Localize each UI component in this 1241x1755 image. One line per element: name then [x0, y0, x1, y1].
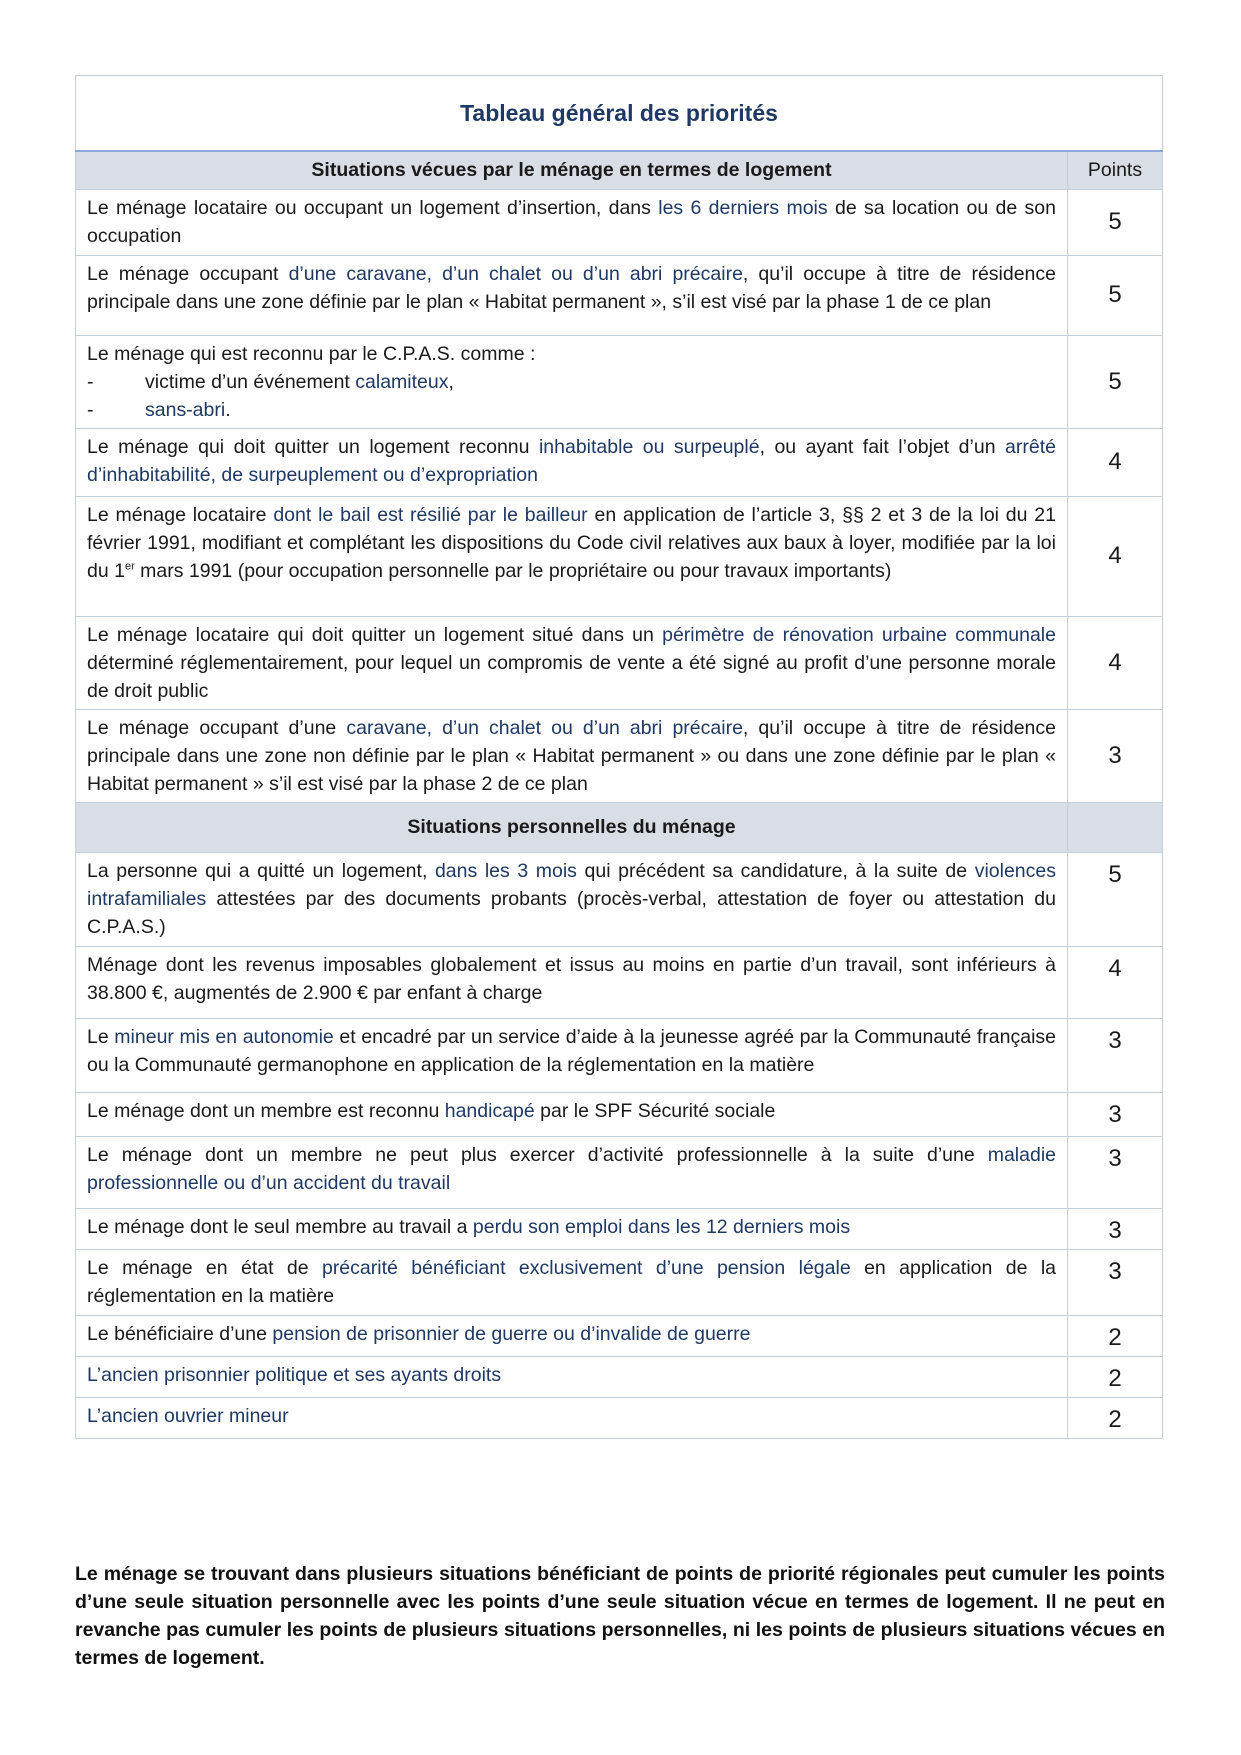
- situation-text: Le ménage qui est reconnu par le C.P.A.S. comme : - victime d’un événement calamiteux, - sans-abri.: [76, 335, 1068, 428]
- points-value: 5: [1068, 852, 1163, 946]
- points-value: 5: [1068, 255, 1163, 335]
- table-row: [76, 335, 1163, 428]
- situation-text: Le mineur mis en autonomie et encadré par un service d’aide à la jeunesse agréé par la Communauté française ou la Communauté germanophone en application de la réglementation en la matière: [76, 1018, 1068, 1092]
- situation-text: Le ménage locataire ou occupant un logement d’insertion, dans les 6 derniers mois de sa location ou de son occupation: [76, 189, 1068, 255]
- points-value: 3: [1068, 1249, 1163, 1315]
- table-title-row: [76, 76, 1163, 152]
- situation-text: Le ménage dont un membre ne peut plus exercer d’activité professionnelle à la suite d’une maladie professionnelle ou d’un accident du travail: [76, 1136, 1068, 1208]
- table-row: [76, 496, 1163, 616]
- situation-text: Le ménage occupant d’une caravane, d’un chalet ou d’un abri précaire, qu’il occupe à titre de résidence principale dans une zone non définie par le plan « Habitat permanent » ou dans une zone définie par le plan « Habitat permanent » s’il est visé par la phase 2 de ce plan: [76, 709, 1068, 802]
- points-value: 3: [1068, 1018, 1163, 1092]
- points-value: 3: [1068, 1208, 1163, 1249]
- points-value: 4: [1068, 496, 1163, 616]
- situation-text: Le ménage occupant d’une caravane, d’un chalet ou d’un abri précaire, qu’il occupe à titre de résidence principale dans une zone définie par le plan « Habitat permanent », s’il est visé par la phase 1 de ce plan: [76, 255, 1068, 335]
- table-row: [76, 1018, 1163, 1092]
- situation-text: Le bénéficiaire d’une pension de prisonnier de guerre ou d’invalide de guerre: [76, 1315, 1068, 1356]
- situation-text: Le ménage en état de précarité bénéficiant exclusivement d’une pension légale en application de la réglementation en la matière: [76, 1249, 1068, 1315]
- table-row: [76, 1092, 1163, 1136]
- situation-text: Le ménage dont le seul membre au travail a perdu son emploi dans les 12 derniers mois: [76, 1208, 1068, 1249]
- table-row: [76, 189, 1163, 255]
- points-value: 3: [1068, 1092, 1163, 1136]
- points-value: 2: [1068, 1397, 1163, 1438]
- table-title: Tableau général des priorités: [76, 76, 1163, 152]
- table-row: [76, 946, 1163, 1018]
- table-row: [76, 852, 1163, 946]
- situation-text: Le ménage qui doit quitter un logement reconnu inhabitable ou surpeuplé, ou ayant fait l’objet d’un arrêté d’inhabitabilité, de surpeuplement ou d’expropriation: [76, 428, 1068, 496]
- points-value: 4: [1068, 946, 1163, 1018]
- list-item: - sans-abri.: [87, 398, 231, 421]
- section-header-personal: [76, 802, 1163, 852]
- situation-text: La personne qui a quitté un logement, dans les 3 mois qui précédent sa candidature, à la suite de violences intrafamiliales attestées par des documents probants (procès-verbal, attestation de foyer ou attestation du C.P.A.S.): [76, 852, 1068, 946]
- points-value: 5: [1068, 189, 1163, 255]
- table-row: [76, 1397, 1163, 1438]
- table-row: [76, 255, 1163, 335]
- section-heading-housing: Situations vécues par le ménage en termes de logement: [76, 151, 1068, 189]
- section-heading-personal: Situations personnelles du ménage: [76, 802, 1068, 852]
- table-row: [76, 428, 1163, 496]
- section-points-blank: [1068, 802, 1163, 852]
- points-column-header: Points: [1068, 151, 1163, 189]
- table-row: [76, 1356, 1163, 1397]
- points-value: 3: [1068, 709, 1163, 802]
- table-row: [76, 616, 1163, 709]
- section-header-housing: [76, 151, 1163, 189]
- situation-text: Ménage dont les revenus imposables globalement et issus au moins en partie d’un travail, sont inférieurs à 38.800 €, augmentés de 2.900 € par enfant à charge: [76, 946, 1068, 1018]
- table-row: [76, 1136, 1163, 1208]
- cumulation-note: Le ménage se trouvant dans plusieurs situations bénéficiant de points de priorité régionales peut cumuler les points d’une seule situation personnelle avec les points d’une seule situation vécue en termes de logement. Il ne peut en revanche pas cumuler les points de plusieurs situations personnelles, ni les points de plusieurs situations vécues en termes de logement.: [75, 1562, 1165, 1669]
- table-row: [76, 1208, 1163, 1249]
- points-value: 4: [1068, 616, 1163, 709]
- points-value: 2: [1068, 1315, 1163, 1356]
- situation-text: Le ménage locataire dont le bail est résilié par le bailleur en application de l’article 3, §§ 2 et 3 de la loi du 21 février 1991, modifiant et complétant les dispositions du Code civil relatives aux baux à loyer, modifiée par la loi du 1er mars 1991 (pour occupation personnelle par le propriétaire ou pour travaux importants): [76, 496, 1068, 616]
- situation-text: L’ancien prisonnier politique et ses ayants droits: [76, 1356, 1068, 1397]
- points-value: 2: [1068, 1356, 1163, 1397]
- points-value: 5: [1068, 335, 1163, 428]
- table-row: [76, 1315, 1163, 1356]
- points-value: 4: [1068, 428, 1163, 496]
- points-value: 3: [1068, 1136, 1163, 1208]
- priority-table: [75, 75, 1163, 1439]
- list-item: - victime d’un événement calamiteux,: [87, 370, 454, 393]
- situation-text: Le ménage locataire qui doit quitter un logement situé dans un périmètre de rénovation urbaine communale déterminé réglementairement, pour lequel un compromis de vente a été signé au profit d’une personne morale de droit public: [76, 616, 1068, 709]
- situation-text: Le ménage dont un membre est reconnu handicapé par le SPF Sécurité sociale: [76, 1092, 1068, 1136]
- situation-text: L’ancien ouvrier mineur: [76, 1397, 1068, 1438]
- table-row: [76, 709, 1163, 802]
- table-row: [76, 1249, 1163, 1315]
